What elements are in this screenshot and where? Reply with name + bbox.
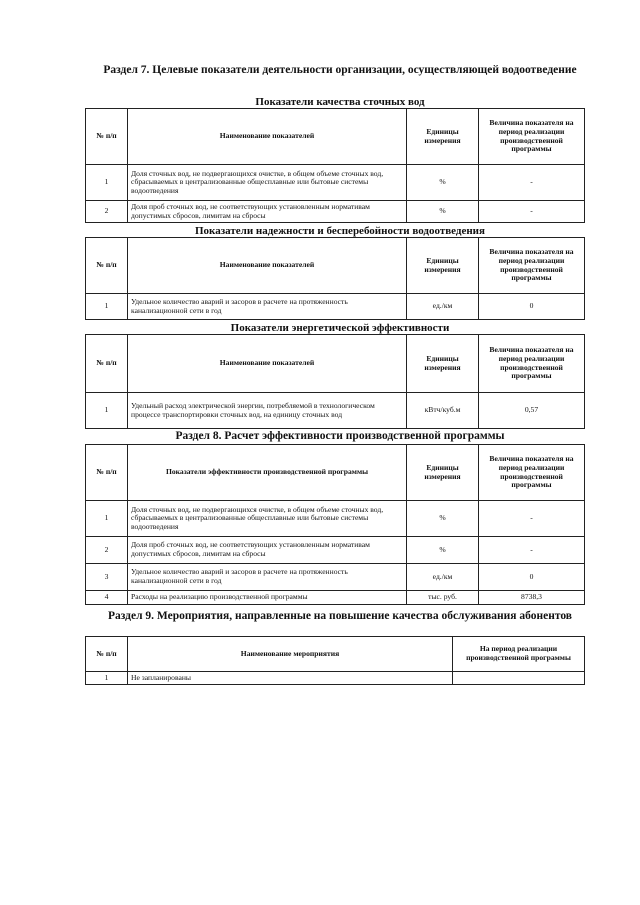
energy-table (85, 334, 585, 429)
row-num: 2 (86, 537, 128, 564)
row-name: Доля проб сточных вод, не соответствующих установленным нормативам допустимых сбросов, лимитам на сбросы (128, 201, 407, 223)
header-num: № п/п (86, 238, 128, 294)
row-value: 8738,3 (479, 591, 585, 605)
table-header-row (86, 335, 585, 393)
row-value: - (479, 537, 585, 564)
table-row (86, 201, 585, 223)
table-header-row (86, 109, 585, 165)
reliability-table-title: Показатели надежности и бесперебойности водоотведения (195, 225, 485, 237)
row-unit: тыс. руб. (407, 591, 479, 605)
efficiency-table (85, 444, 585, 605)
header-num: № п/п (86, 445, 128, 501)
row-unit: % (407, 537, 479, 564)
header-unit: Единицы измерения (407, 335, 479, 393)
table-row (86, 672, 585, 685)
header-unit: Единицы измерения (407, 445, 479, 501)
row-name: Удельное количество аварий и засоров в расчете на протяженность канализационной сети в год (128, 294, 407, 320)
quality-table-title: Показатели качества сточных вод (255, 96, 425, 108)
header-num: № п/п (86, 335, 128, 393)
header-name: Наименование показателей (128, 109, 407, 165)
table-row (86, 294, 585, 320)
row-value: - (479, 165, 585, 201)
energy-table-title: Показатели энергетической эффективности (230, 322, 450, 334)
row-num: 1 (86, 393, 128, 429)
row-num: 1 (86, 501, 128, 537)
header-period: На период реализации производственной программы (453, 637, 585, 672)
reliability-table (85, 237, 585, 320)
table-row (86, 501, 585, 537)
row-name: Доля проб сточных вод, не соответствующих установленным нормативам допустимых сбросов, лимитам на сбросы (128, 537, 407, 564)
row-unit: % (407, 501, 479, 537)
header-value: Величина показателя на период реализации производственной программы (479, 335, 585, 393)
row-value: - (479, 201, 585, 223)
row-name: Удельное количество аварий и засоров в расчете на протяженность канализационной сети в год (128, 564, 407, 591)
table-row (86, 537, 585, 564)
row-unit: кВтч/куб.м (407, 393, 479, 429)
row-name: Доля сточных вод, не подвергающихся очистке, в общем объеме сточных вод, сбрасываемых в централизованные общесплавные или бытовые системы водоотведения (128, 501, 407, 537)
table-header-row (86, 637, 585, 672)
header-unit: Единицы измерения (407, 238, 479, 294)
row-unit: % (407, 165, 479, 201)
row-num: 1 (86, 294, 128, 320)
table-row (86, 564, 585, 591)
row-name: Расходы на реализацию производственной программы (128, 591, 407, 605)
row-name: Не запланированы (128, 672, 453, 685)
table-header-row (86, 238, 585, 294)
row-value: 0 (479, 564, 585, 591)
section-7-title: Раздел 7. Целевые показатели деятельности организации, осуществляющей водоотведение (103, 64, 577, 76)
table-row (86, 591, 585, 605)
row-num: 4 (86, 591, 128, 605)
table-header-row (86, 445, 585, 501)
table-row (86, 165, 585, 201)
row-unit: % (407, 201, 479, 223)
section-9-title: Раздел 9. Мероприятия, направленные на повышение качества обслуживания абонентов (107, 610, 572, 622)
header-unit: Единицы измерения (407, 109, 479, 165)
quality-table (85, 108, 585, 223)
measures-table (85, 636, 585, 685)
header-name: Наименование показателей (128, 335, 407, 393)
header-name: Наименование мероприятия (128, 637, 453, 672)
row-num: 1 (86, 165, 128, 201)
row-value: - (479, 501, 585, 537)
row-num: 2 (86, 201, 128, 223)
row-value: 0,57 (479, 393, 585, 429)
row-unit: ед./км (407, 564, 479, 591)
row-period (453, 672, 585, 685)
header-value: Величина показателя на период реализации производственной программы (479, 109, 585, 165)
row-name: Удельный расход электрической энергии, потребляемой в технологическом процессе транспортировки сточных вод, на единицу сточных вод (128, 393, 407, 429)
header-name: Наименование показателей (128, 238, 407, 294)
row-value: 0 (479, 294, 585, 320)
header-num: № п/п (86, 637, 128, 672)
header-num: № п/п (86, 109, 128, 165)
row-name: Доля сточных вод, не подвергающихся очистке, в общем объеме сточных вод, сбрасываемых в централизованные общесплавные или бытовые системы водоотведения (128, 165, 407, 201)
table-row (86, 393, 585, 429)
row-num: 1 (86, 672, 128, 685)
header-name: Показатели эффективности производственной программы (128, 445, 407, 501)
header-value: Величина показателя на период реализации производственной программы (479, 238, 585, 294)
section-8-title: Раздел 8. Расчет эффективности производственной программы (175, 430, 505, 442)
header-value: Величина показателя на период реализации производственной программы (479, 445, 585, 501)
row-num: 3 (86, 564, 128, 591)
row-unit: ед./км (407, 294, 479, 320)
